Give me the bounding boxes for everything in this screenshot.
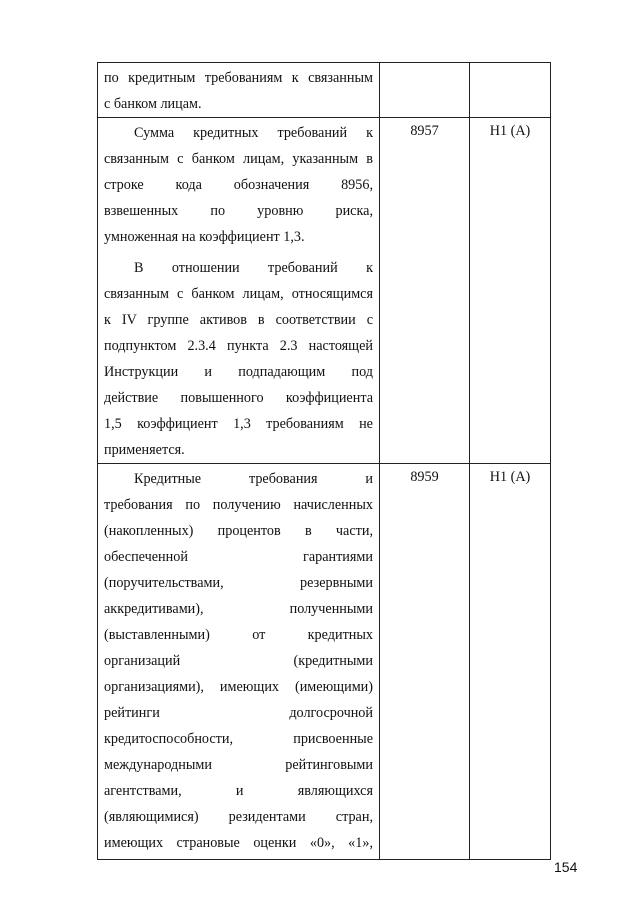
text-line: взвешенных по уровню риска, bbox=[104, 203, 373, 219]
text-line: применяется. bbox=[104, 442, 185, 458]
text-line: В отношении требований к bbox=[134, 260, 373, 276]
text-line: Сумма кредитных требований к bbox=[134, 125, 373, 141]
indicator-cell bbox=[470, 118, 551, 464]
text-line: Кредитные требования и bbox=[134, 471, 373, 487]
text-line: Инструкции и подпадающим под bbox=[104, 364, 373, 380]
text-line: международными рейтинговыми bbox=[104, 757, 373, 773]
table-row bbox=[98, 118, 551, 464]
text-line: (являющимися) резидентами стран, bbox=[104, 809, 373, 825]
text-line: к IV группе активов в соответствии с bbox=[104, 312, 373, 328]
description-cell bbox=[98, 464, 380, 860]
code-cell bbox=[380, 63, 470, 118]
text-line: обеспеченной гарантиями bbox=[104, 549, 373, 565]
text-line: связанным с банком лицам, относящимся bbox=[104, 286, 373, 302]
text-line: организациями), имеющих (имеющими) bbox=[104, 679, 373, 695]
text-line: подпунктом 2.3.4 пункта 2.3 настоящей bbox=[104, 338, 373, 354]
text-line: организаций (кредитными bbox=[104, 653, 373, 669]
text-line: кредитоспособности, присвоенные bbox=[104, 731, 373, 747]
text-line: с банком лицам. bbox=[104, 96, 202, 112]
text-line: связанным с банком лицам, указанным в bbox=[104, 151, 373, 167]
text-line: аккредитивами), полученными bbox=[104, 601, 373, 617]
document-table bbox=[97, 62, 551, 860]
code-cell bbox=[380, 464, 470, 860]
text-line: 1,5 коэффициент 1,3 требованиям не bbox=[104, 416, 373, 432]
indicator-cell bbox=[470, 63, 551, 118]
description-cell bbox=[98, 118, 380, 464]
table-row bbox=[98, 464, 551, 860]
indicator-cell bbox=[470, 464, 551, 860]
text-line: действие повышенного коэффициента bbox=[104, 390, 373, 406]
page-number: 154 bbox=[554, 859, 578, 875]
table-row bbox=[98, 63, 551, 118]
text-line: (поручительствами, резервными bbox=[104, 575, 373, 591]
code-value: 8957 bbox=[410, 123, 439, 139]
text-line: агентствами, и являющихся bbox=[104, 783, 373, 799]
text-line: (накопленных) процентов в части, bbox=[104, 523, 373, 539]
text-line: рейтинги долгосрочной bbox=[104, 705, 373, 721]
indicator-value: Н1 (А) bbox=[489, 469, 531, 485]
text-line: требования по получению начисленных bbox=[104, 497, 373, 513]
text-line: (выставленными) от кредитных bbox=[104, 627, 373, 643]
code-value: 8959 bbox=[410, 469, 439, 485]
text-line: умноженная на коэффициент 1,3. bbox=[104, 229, 305, 245]
text-line: строке кода обозначения 8956, bbox=[104, 177, 373, 193]
indicator-value: Н1 (А) bbox=[489, 123, 531, 139]
text-line: имеющих страновые оценки «0», «1», bbox=[104, 835, 373, 851]
code-cell bbox=[380, 118, 470, 464]
description-cell bbox=[98, 63, 380, 118]
text-line: по кредитным требованиям к связанным bbox=[104, 70, 373, 86]
